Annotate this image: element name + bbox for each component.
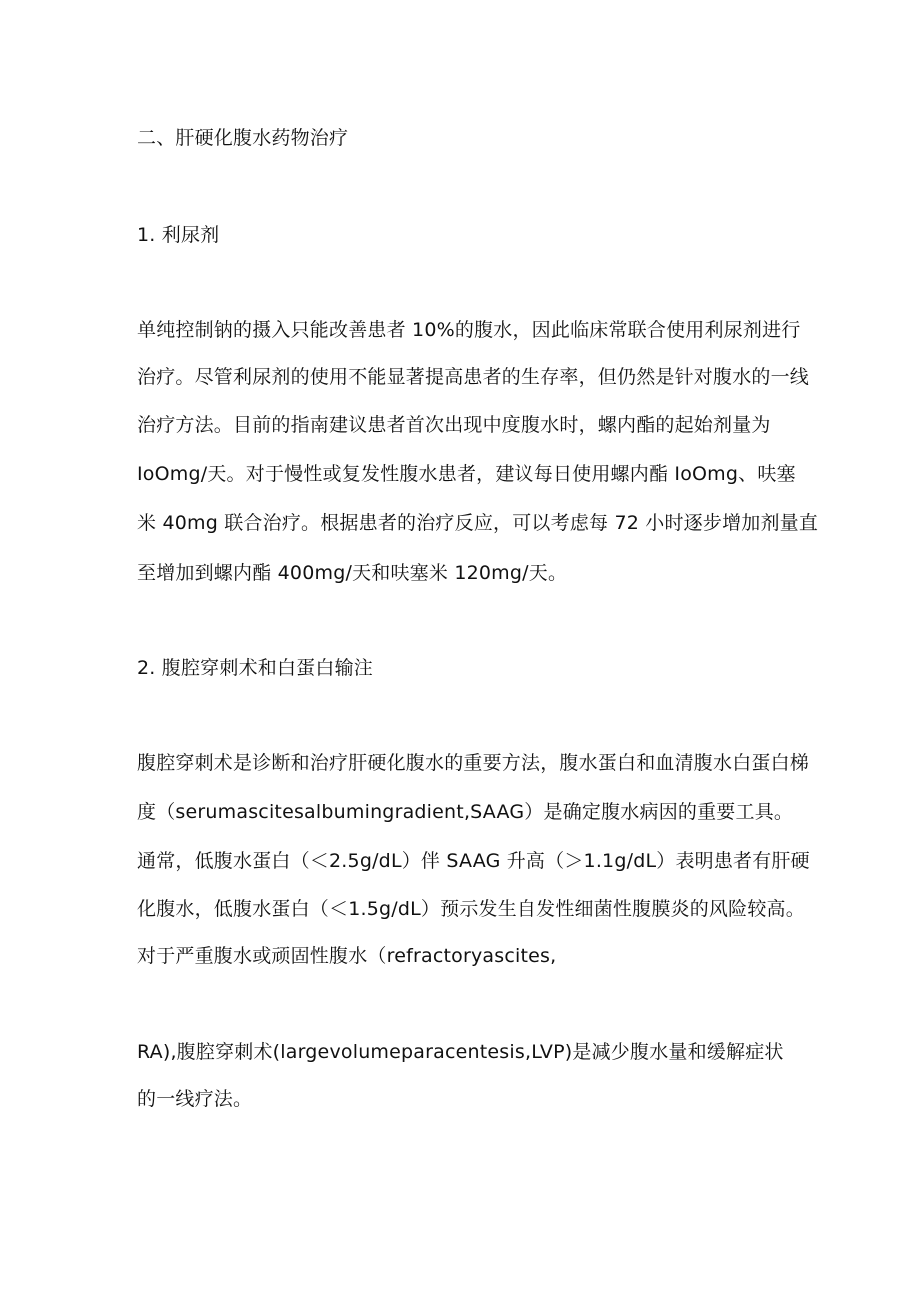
section-heading: 二、肝硬化腹水药物治疗 [137, 127, 349, 149]
paragraph-line: RA),腹腔穿刺术(largevolumeparacentesis,LVP)是减少腹水量和缓解症状 [137, 1041, 784, 1063]
paragraph-line: 的一线疗法。 [137, 1088, 253, 1110]
paragraph-line: 对于严重腹水或顽固性腹水（refractoryascites, [137, 945, 557, 967]
paragraph-line: 单纯控制钠的摄入只能改善患者 10%的腹水，因此临床常联合使用利尿剂进行 [137, 319, 801, 341]
paragraph-line: 腹腔穿刺术是诊断和治疗肝硬化腹水的重要方法，腹水蛋白和血清腹水白蛋白梯 [137, 752, 810, 774]
paragraph-line: 米 40mg 联合治疗。根据患者的治疗反应，可以考虑每 72 小时逐步增加剂量直 [137, 512, 819, 534]
paragraph-line: IoOmg/天。对于慢性或复发性腹水患者，建议每日使用螺内酯 IoOmg、呋塞 [137, 463, 796, 485]
subsection-heading-paracentesis: 2. 腹腔穿刺术和白蛋白输注 [137, 657, 373, 679]
paragraph-line: 通常，低腹水蛋白（＜2.5g∕dL）伴 SAAG 升高（＞1.1g∕dL）表明患者有肝硬 [137, 850, 810, 872]
paragraph-line: 治疗方法。目前的指南建议患者首次出现中度腹水时，螺内酯的起始剂量为 [137, 414, 771, 436]
paragraph-line: 治疗。尽管利尿剂的使用不能显著提高患者的生存率，但仍然是针对腹水的一线 [137, 366, 810, 388]
subsection-heading-diuretics: 1. 利尿剂 [137, 224, 220, 246]
paragraph-line: 度（serumascitesalbumingradient,SAAG）是确定腹水病因的重要工具。 [137, 801, 794, 823]
paragraph-line: 至增加到螺内酯 400mg∕天和呋塞米 120mg∕天。 [137, 562, 568, 584]
paragraph-line: 化腹水，低腹水蛋白（＜1.5g/dL）预示发生自发性细菌性腹膜炎的风险较高。 [137, 898, 805, 920]
